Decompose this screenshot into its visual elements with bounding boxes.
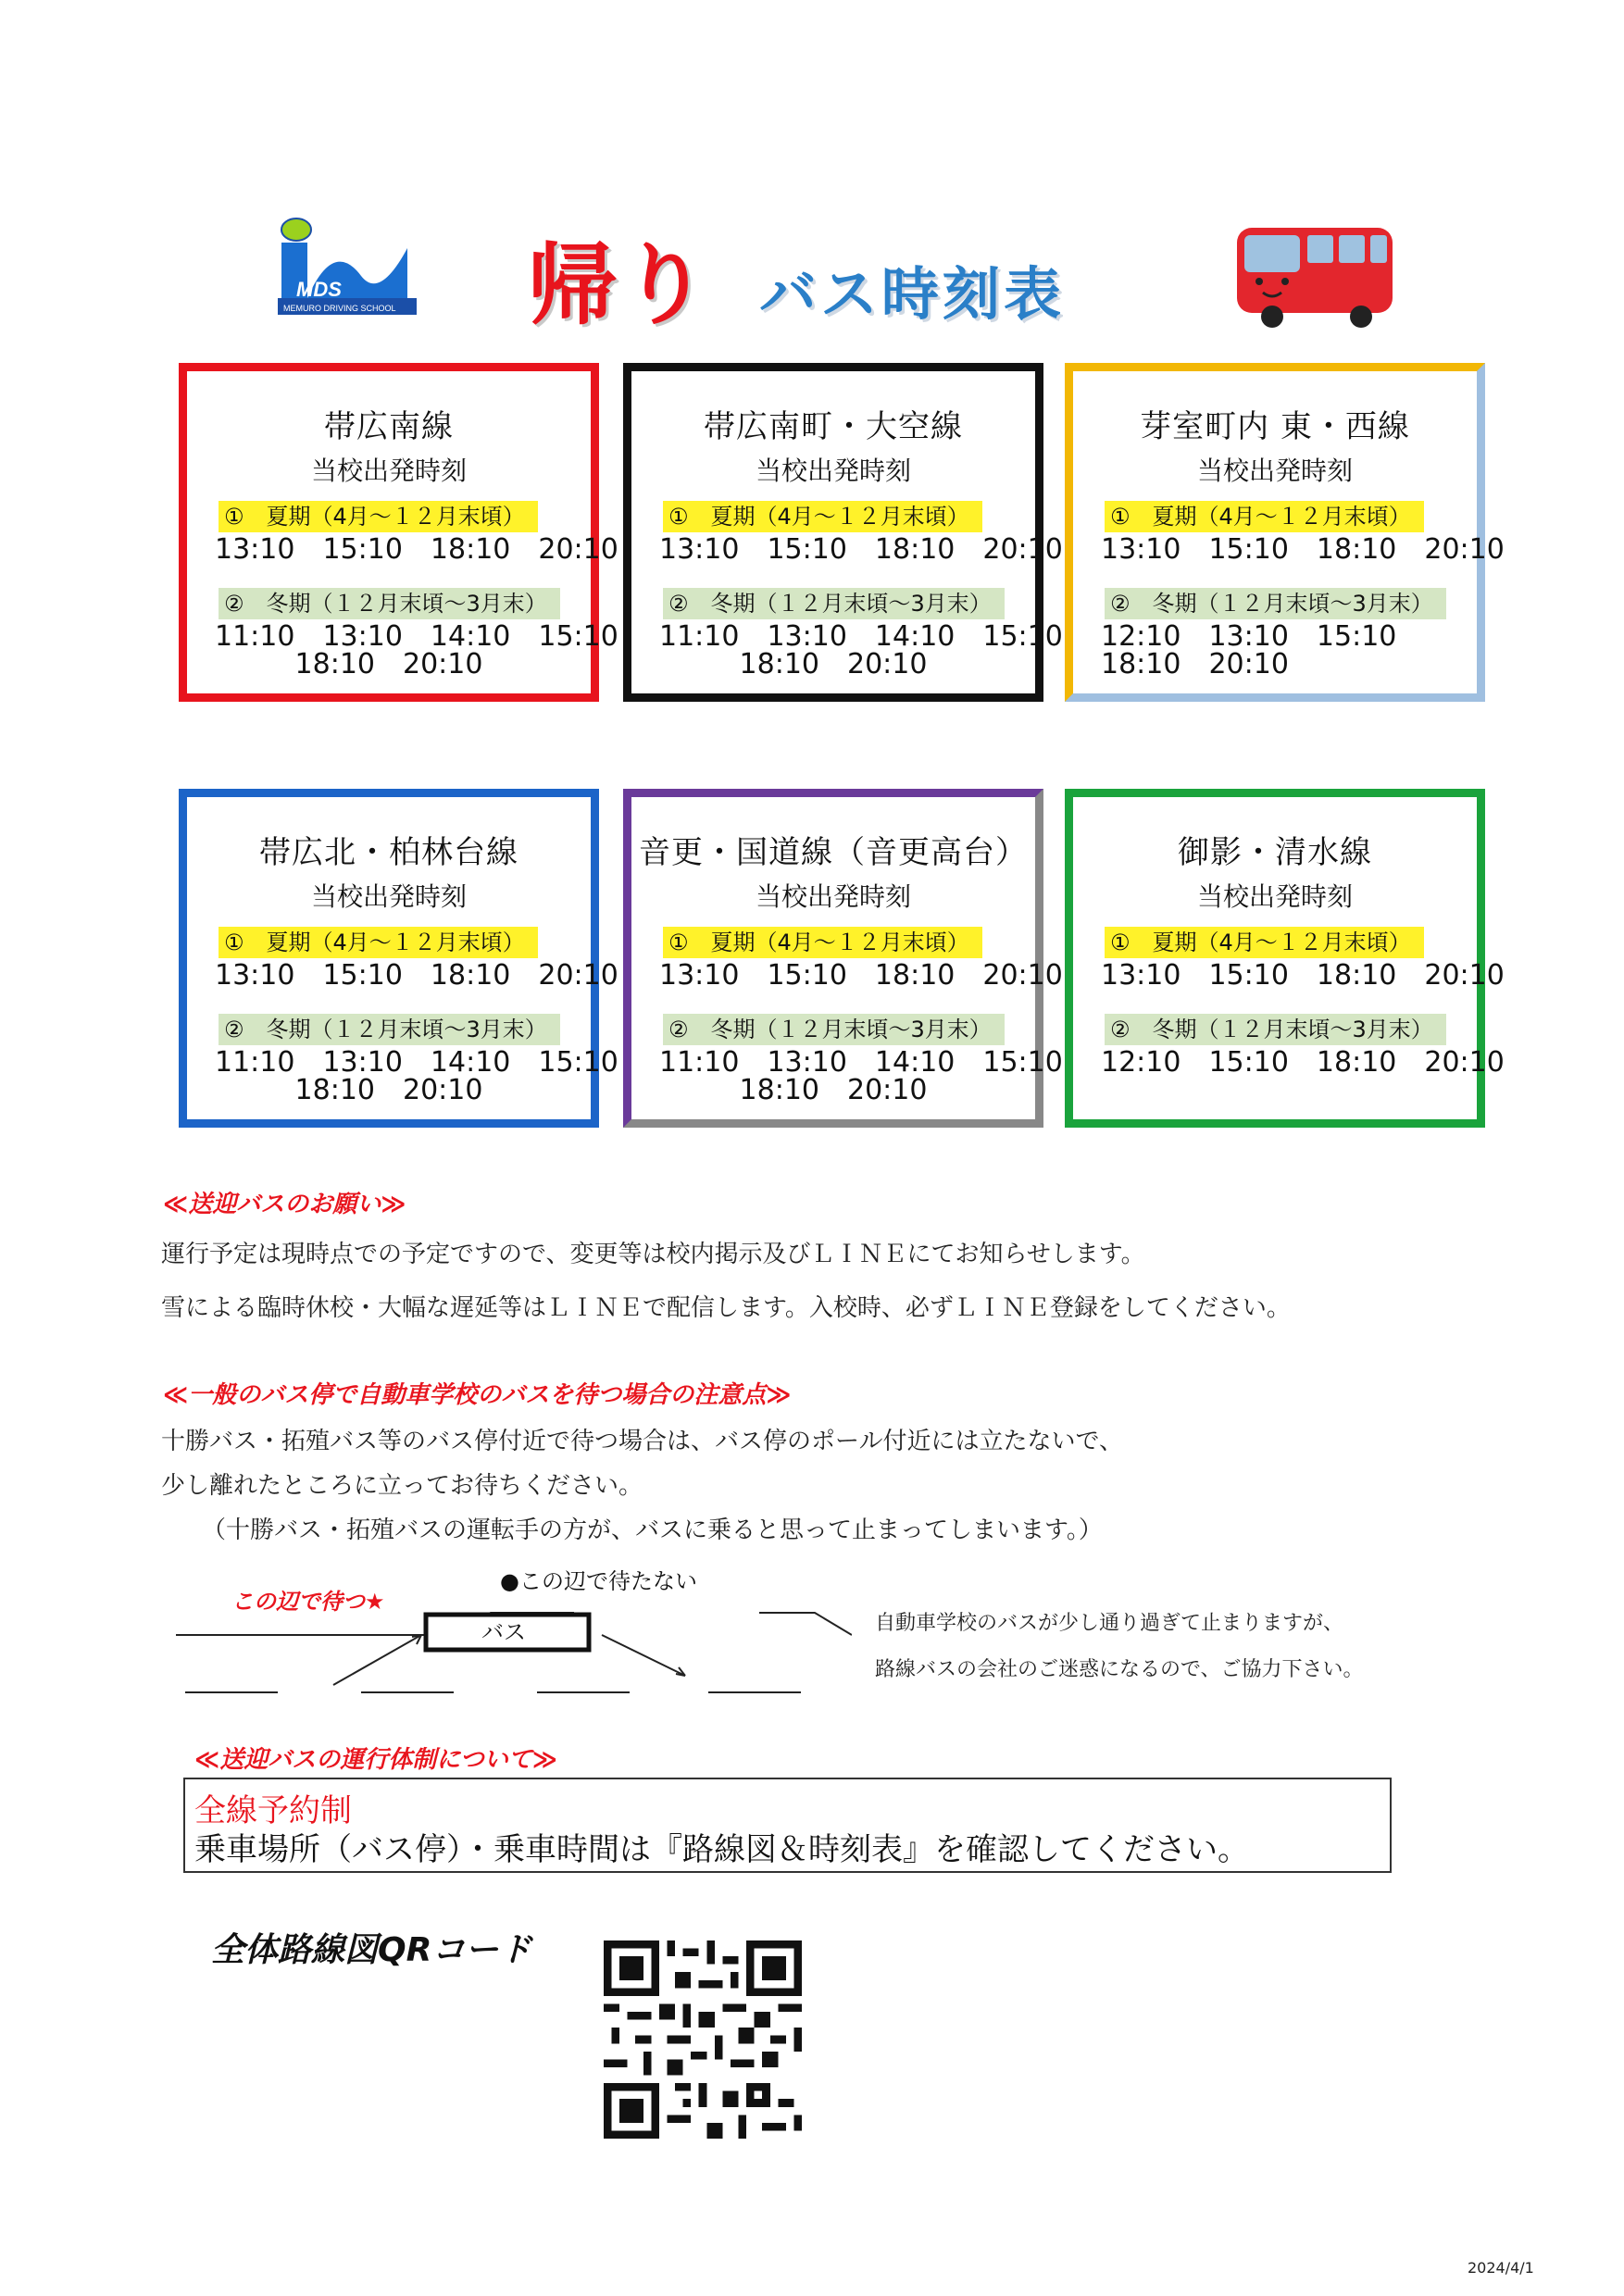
bus-stop-line-1: 十勝バス・拓殖バス等のバス停付近で待つ場合は、バス停のポール付近には立たないで、: [161, 1428, 1123, 1455]
route-name: 帯広南町・大空線: [704, 408, 963, 445]
diagram-note-2: 路線バスの会社のご迷惑になるので、ご協力下さい。: [875, 1658, 1364, 1681]
request-heading: ≪送迎バスのお願い≫: [163, 1191, 406, 1218]
route-name: 御影・清水線: [1178, 834, 1372, 871]
route-card-mikage-shimizu: [1065, 789, 1505, 1128]
qr-code-title: 全体路線図QRコード: [211, 1931, 532, 1969]
reservation-title: 全線予約制: [194, 1792, 352, 1829]
summer-label: ① 夏期（4月〜１２月末頃）: [219, 501, 538, 532]
summer-times: 13:10 15:10 18:10 20:10: [659, 959, 1063, 992]
route-subtitle: 当校出発時刻: [755, 455, 911, 486]
summer-times: 13:10 15:10 18:10 20:10: [1101, 533, 1505, 566]
request-line-2: 雪による臨時休校・大幅な遅延等はＬＩＮＥで配信します。入校時、必ずＬＩＮＥ登録をしてください。: [161, 1294, 1291, 1322]
diagram-wait-here-label: この辺で待つ★: [231, 1589, 385, 1615]
winter-label: ② 冬期（１２月末頃〜3月末）: [663, 588, 1005, 619]
reservation-box: [183, 1778, 1392, 1873]
diagram-bus-label: バス: [481, 1619, 526, 1645]
route-subtitle: 当校出発時刻: [1196, 881, 1353, 912]
route-card-otofuke-kokudo: [623, 789, 1063, 1128]
route-name: 芽室町内 東・西線: [1140, 408, 1410, 445]
winter-times: 12:10 15:10 18:10 20:10: [1101, 1046, 1505, 1079]
route-subtitle: 当校出発時刻: [310, 881, 467, 912]
issue-date: 2024/4/1: [1468, 2259, 1534, 2277]
diagram-do-not-wait-label: ●この辺で待たない: [500, 1568, 697, 1594]
school-logo: [269, 211, 417, 331]
qr-code-image[interactable]: [604, 1940, 802, 2139]
winter-label: ② 冬期（１２月末頃〜3月末）: [1105, 588, 1446, 619]
winter-label: ② 冬期（１２月末頃〜3月末）: [219, 588, 560, 619]
winter-times-continued: 18:10 20:10: [739, 648, 928, 680]
winter-label: ② 冬期（１２月末頃〜3月末）: [1105, 1014, 1446, 1045]
summer-label: ① 夏期（4月〜１２月末頃）: [219, 927, 538, 958]
winter-label: ② 冬期（１２月末頃〜3月末）: [663, 1014, 1005, 1045]
route-subtitle: 当校出発時刻: [755, 881, 911, 912]
summer-times: 13:10 15:10 18:10 20:10: [215, 533, 618, 566]
bus-icon: [1231, 220, 1398, 331]
reservation-text: 乗車場所（バス停）・乗車時間は『路線図＆時刻表』を確認してください。: [194, 1831, 1249, 1868]
title-return: 帰り: [528, 233, 713, 337]
operation-system-heading: ≪送迎バスの運行体制について≫: [194, 1746, 557, 1774]
route-subtitle: 当校出発時刻: [1196, 455, 1353, 486]
request-line-1: 運行予定は現時点での予定ですので、変更等は校内掲示及びＬＩＮＥにてお知らせします。: [161, 1241, 1145, 1268]
bus-stop-heading: ≪一般のバス停で自動車学校のバスを待つ場合の注意点≫: [163, 1381, 792, 1409]
diagram-note-1: 自動車学校のバスが少し通り過ぎて止まりますが、: [875, 1612, 1344, 1635]
winter-times: 11:10 13:10 14:10 15:10: [215, 1046, 618, 1079]
svg-text:MEMURO DRIVING SCHOOL: MEMURO DRIVING SCHOOL: [283, 304, 396, 313]
winter-times-continued: 18:10 20:10: [739, 1074, 928, 1106]
bus-stop-line-2: 少し離れたところに立ってお待ちください。: [161, 1472, 643, 1500]
route-card-memuro-east-west: [1065, 363, 1505, 702]
summer-label: ① 夏期（4月〜１２月末頃）: [1105, 927, 1424, 958]
summer-label: ① 夏期（4月〜１２月末頃）: [1105, 501, 1424, 532]
summer-label: ① 夏期（4月〜１２月末頃）: [663, 927, 982, 958]
winter-times-continued: 18:10 20:10: [294, 648, 483, 680]
route-subtitle: 当校出発時刻: [310, 455, 467, 486]
summer-times: 13:10 15:10 18:10 20:10: [215, 959, 618, 992]
winter-times: 11:10 13:10 14:10 15:10: [659, 1046, 1063, 1079]
route-card-obihiro-minami: [179, 363, 618, 702]
bus-stop-line-3: （十勝バス・拓殖バスの運転手の方が、バスに乗ると思って止まってしまいます。）: [202, 1516, 1103, 1544]
winter-times: 11:10 13:10 14:10 15:10: [659, 620, 1063, 653]
route-name: 帯広南線: [324, 408, 454, 445]
summer-label: ① 夏期（4月〜１２月末頃）: [663, 501, 982, 532]
svg-text:MDS: MDS: [296, 278, 342, 301]
route-card-obihiro-kita-hakurindai: [179, 789, 618, 1128]
winter-times-continued: 18:10 20:10: [294, 1074, 483, 1106]
winter-times-continued: 18:10 20:10: [1101, 648, 1289, 680]
summer-times: 13:10 15:10 18:10 20:10: [659, 533, 1063, 566]
summer-times: 13:10 15:10 18:10 20:10: [1101, 959, 1505, 992]
route-name: 帯広北・柏林台線: [259, 834, 518, 871]
winter-label: ② 冬期（１２月末頃〜3月末）: [219, 1014, 560, 1045]
route-name: 音更・国道線（音更高台）: [639, 834, 1028, 871]
route-card-obihiro-minamimachi-ozora: [623, 363, 1063, 702]
title-bus-timetable: バス時刻表: [759, 260, 1066, 328]
winter-times: 12:10 13:10 15:10: [1101, 620, 1397, 653]
winter-times: 11:10 13:10 14:10 15:10: [215, 620, 618, 653]
